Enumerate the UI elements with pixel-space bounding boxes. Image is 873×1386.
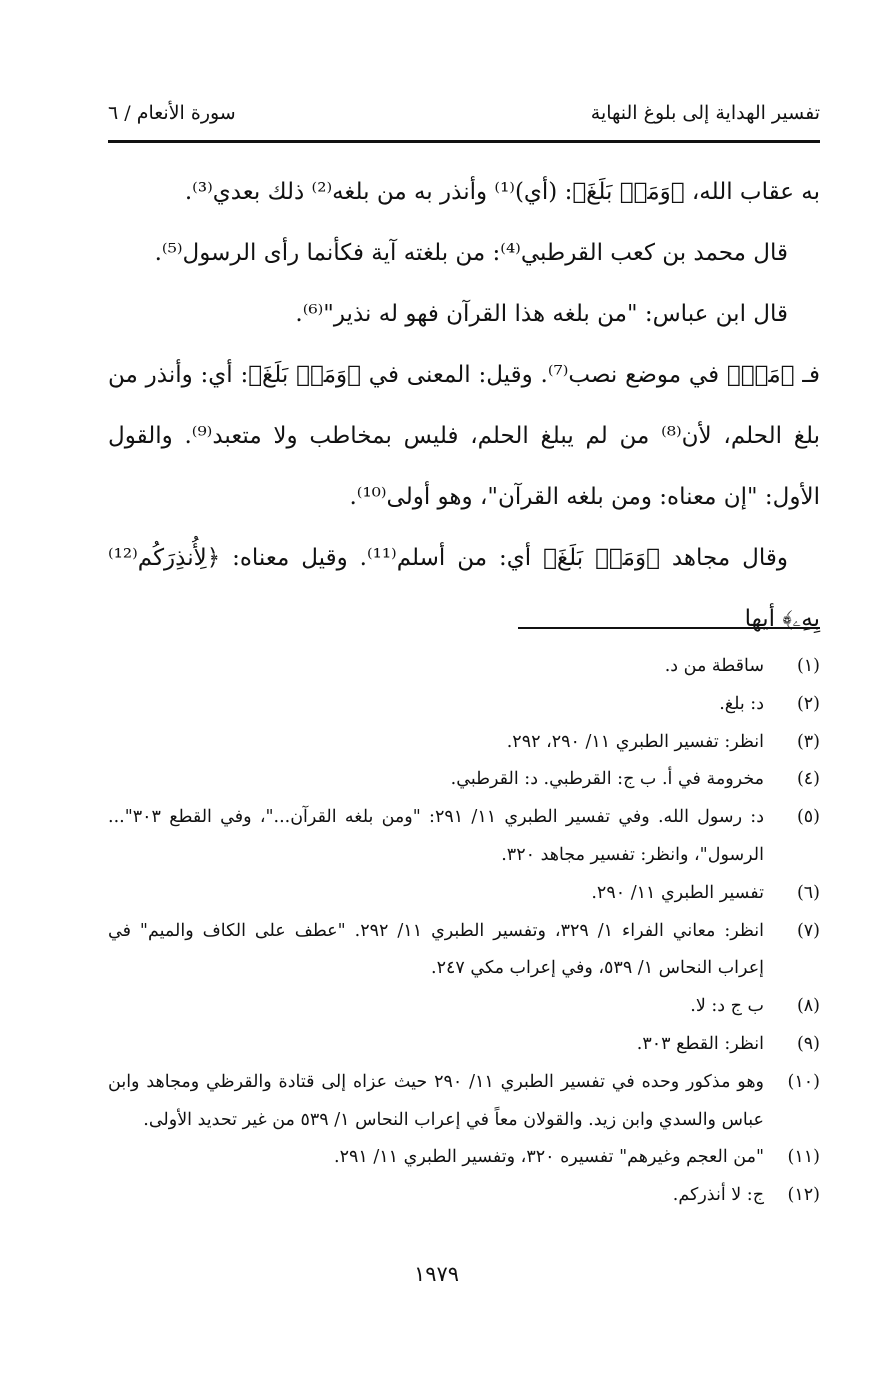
footnote — [108, 875, 820, 913]
footnote-number: (١١) — [787, 1147, 820, 1168]
main-text — [108, 162, 820, 650]
header-rule — [108, 140, 820, 143]
footnote-number: (١٢) — [787, 1185, 820, 1206]
footnote — [108, 988, 820, 1026]
page-number: ١٩٧٩ — [413, 1262, 460, 1286]
footnote-number: (١) — [796, 656, 820, 676]
footnote-text: انظر: معاني الفراء ١/ ٣٢٩، وتفسير الطبري ١١/ ٢٩٢. "عطف على الكاف والميم" في إعراب النحاس ١/ ٥٣٩، وفي إعراب مكي ٢٤٧. — [108, 920, 765, 979]
footnote-number: (٤) — [796, 769, 820, 790]
footnote — [108, 761, 820, 799]
footnote-number: (١٠) — [787, 1071, 820, 1092]
footnote — [108, 1139, 820, 1177]
footnote-number: (٨) — [796, 996, 820, 1017]
footnote — [108, 648, 820, 686]
footnote — [108, 1177, 820, 1215]
footnote — [108, 724, 820, 762]
footnote — [108, 686, 820, 724]
footnote-number: (٧) — [796, 920, 820, 941]
book-title: تفسير الهداية إلى بلوغ النهاية — [590, 102, 820, 124]
surah-label: سورة الأنعام / ٦ — [108, 102, 236, 124]
paragraph: فـ ﴿مَنۢ﴾ في موضع نصب⁽⁷⁾. وقيل: المعنى في ﴿وَمَنۢ بَلَغَ﴾: أي: وأنذر من بلغ الحلم، لأن⁽⁸⁾ من لم يبلغ الحلم، فليس بمخاطب ولا متعبد⁽⁹⁾. والقول الأول: "إن معناه: ومن بلغه القرآن"، وهو أولى⁽¹⁰⁾. — [108, 362, 820, 510]
footnote-separator — [518, 627, 820, 629]
footnote-text: د: رسول الله. وفي تفسير الطبري ١١/ ٢٩١: "ومن بلغه القرآن..."، وفي القطع ٣٠٣"... الرسول"، وانظر: تفسير مجاهد ٣٢٠. — [108, 807, 764, 865]
footnote-text: تفسير الطبري ١١/ ٢٩٠. — [591, 882, 764, 903]
footnote — [108, 1064, 820, 1140]
paragraph: به عقاب الله، ﴿وَمَنۢ بَلَغَ﴾: (أي)⁽¹⁾ وأنذر به من بلغه⁽²⁾ ذلك بعدي⁽³⁾. — [184, 179, 820, 205]
footnote-number: (٦) — [796, 882, 820, 903]
footnote — [108, 1026, 820, 1064]
paragraph: قال محمد بن كعب القرطبي⁽⁴⁾: من بلغته آية فكأنما رأى الرسول⁽⁵⁾. — [154, 240, 788, 266]
footnote-text: مخرومة في أ. ب ج: القرطبي. د: القرطبي. — [450, 769, 764, 790]
paragraph: وقال مجاهد ﴿وَمَنۢ بَلَغَ﴾ أي: من أسلم⁽¹¹⁾. وقيل معناه: ﴿لِأُنذِرَكُم⁽¹²⁾ بِهِۦ﴾ أيها — [108, 545, 820, 632]
footnote — [108, 913, 820, 989]
footnote-text: انظر: القطع ٣٠٣. — [636, 1033, 764, 1054]
footnote-number: (٩) — [796, 1033, 820, 1054]
footnote-text: ساقطة من د. — [664, 656, 764, 676]
footnote-text: د: بلغ. — [719, 693, 764, 714]
footnote-text: ج: لا أنذركم. — [672, 1185, 764, 1206]
footnotes — [108, 648, 820, 1215]
footnote-text: انظر: تفسير الطبري ١١/ ٢٩٠، ٢٩٢. — [506, 731, 764, 752]
footnote-number: (٣) — [796, 731, 820, 752]
footnote-number: (٥) — [796, 807, 820, 828]
footnote-text: وهو مذكور وحده في تفسير الطبري ١١/ ٢٩٠ حيث عزاه إلى قتادة والقرظي ومجاهد وابن عباس والسدي وابن زيد. والقولان معاً في إعراب النحاس ١/ ٥٣٩ من غير تحديد الأولى. — [108, 1071, 764, 1130]
footnote — [108, 799, 820, 875]
running-header — [108, 102, 820, 134]
paragraph: قال ابن عباس: "من بلغه هذا القرآن فهو له نذير"⁽⁶⁾. — [295, 301, 788, 327]
footnote-text: ب ج د: لا. — [690, 996, 764, 1017]
footnote-text: "من العجم وغيرهم" تفسيره ٣٢٠، وتفسير الطبري ١١/ ٢٩١. — [334, 1147, 764, 1168]
footnote-number: (٢) — [796, 693, 820, 714]
